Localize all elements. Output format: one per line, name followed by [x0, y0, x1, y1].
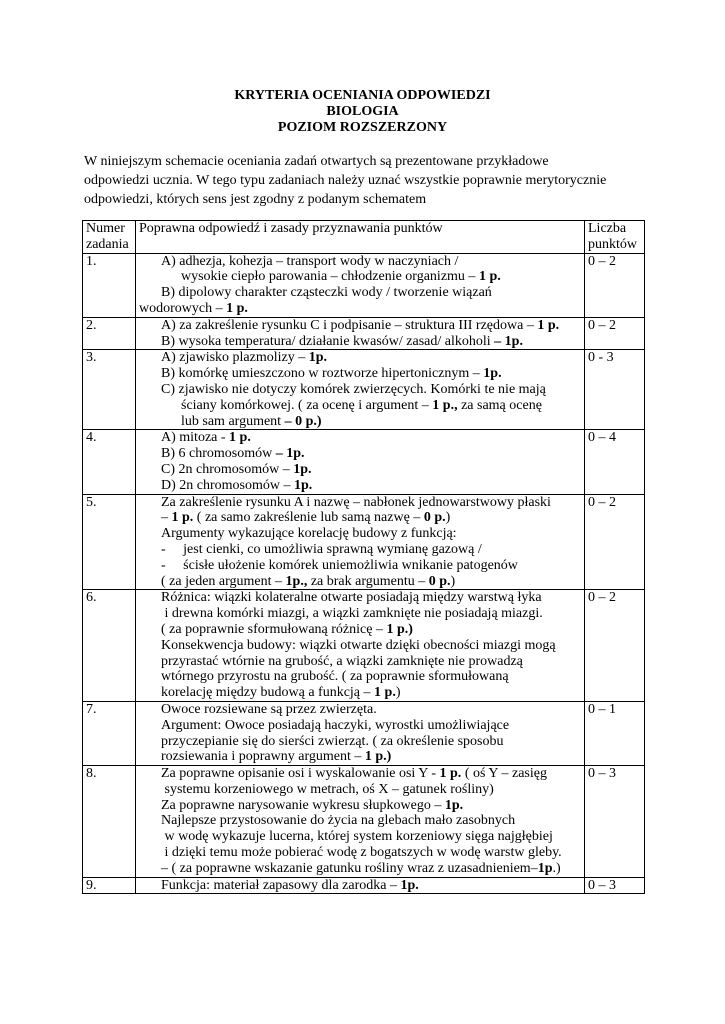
- answer-points: 1 p.): [386, 621, 413, 637]
- table-row: [83, 877, 645, 894]
- table-row: [83, 430, 645, 494]
- answer-text: ściany komórkowej. ( za ocenę i argument –: [181, 397, 433, 413]
- answer-line: [139, 685, 581, 701]
- answer-points: 1p.: [483, 366, 502, 382]
- answer-points: 1 p.): [364, 749, 392, 765]
- task-points: 0 – 2: [585, 494, 645, 590]
- task-answer: [136, 590, 585, 702]
- task-points: 0 – 2: [585, 253, 645, 317]
- task-points: 0 – 3: [585, 877, 645, 894]
- answer-points: 1 p.: [374, 685, 396, 701]
- answer-text: Za poprawne opisanie osi i wyskalowanie osi Y -: [161, 766, 440, 782]
- answer-text: C) 2n chromosomów –: [161, 461, 294, 477]
- answer-points: 1p.: [400, 877, 419, 893]
- answer-line: [139, 878, 581, 894]
- intro-paragraph: [84, 152, 644, 209]
- answer-line: [139, 510, 581, 526]
- answer-line: przyczepianie się do sierści zwierząt. ( za określenie sposobu: [161, 733, 504, 749]
- table-row: [83, 317, 645, 350]
- answer-text: korelację między budową a funkcją –: [161, 685, 375, 701]
- task-points: 0 - 3: [585, 350, 645, 430]
- table-row: [83, 590, 645, 702]
- task-number: 1.: [83, 253, 136, 317]
- answer-text: ): [445, 510, 451, 526]
- answer-text: A) za zakreślenie rysunku C i podpisanie – struktura III rzędowa –: [161, 317, 538, 333]
- answer-text: .): [552, 860, 561, 876]
- answer-line: i dzięki temu może pobierać wodę z bogatszych w wodę warstw gleby.: [161, 845, 562, 861]
- task-answer: [136, 317, 585, 350]
- intro-line: W niniejszym schemacie oceniania zadań otwartych są prezentowane przykładowe: [84, 154, 549, 169]
- task-number: 7.: [83, 701, 136, 765]
- answer-text: ( za jeden argument –: [161, 573, 286, 589]
- criteria-table: [82, 220, 645, 894]
- answer-text: rozsiewania i poprawny argument –: [161, 749, 365, 765]
- answer-line: [139, 318, 581, 334]
- answer-text: wodorowych –: [139, 300, 227, 316]
- answer-line: [139, 861, 581, 877]
- answer-line: w wodę wykazuje lucerna, której system korzeniowy sięga najgłębiej: [161, 829, 553, 845]
- answer-text: lub sam argument: [181, 413, 285, 429]
- table-row: [83, 766, 645, 878]
- answer-text: B) wysoka temperatura/ działanie kwasów/ zasad/ alkoholi: [161, 333, 495, 349]
- answer-line: Różnica: wiązki kolateralne otwarte posiadają między warstwą łyka: [161, 590, 542, 606]
- table-row: [83, 253, 645, 317]
- answer-text: ( za poprawnie sformułowaną różnicę –: [161, 621, 387, 637]
- answer-text: Za poprawne narysowanie wykresu słupkowego –: [161, 797, 445, 813]
- answer-line: [139, 446, 581, 462]
- answer-points: 0 p.: [428, 573, 451, 589]
- answer-line: wtórnego przyrostu na grubość. ( za poprawnie sformułowaną: [161, 669, 509, 685]
- task-number: 9.: [83, 877, 136, 894]
- answer-points: 1p.: [308, 350, 328, 366]
- answer-line: Argument: Owoce posiadają haczyki, wyrostki umożliwiające: [161, 717, 510, 733]
- header-points: Liczba punktów: [585, 221, 645, 254]
- task-points: 0 – 1: [585, 701, 645, 765]
- table-header-row: [83, 221, 645, 254]
- task-points: 0 – 3: [585, 766, 645, 878]
- answer-line: [139, 398, 581, 414]
- answer-line: Owoce rozsiewane są przez zwierzęta.: [161, 701, 377, 717]
- task-number: 5.: [83, 494, 136, 590]
- answer-text: –: [161, 510, 172, 526]
- doc-title: KRYTERIA OCENIANIA ODPOWIEDZI: [234, 88, 491, 103]
- answer-line: - ścisłe ułożenie komórek uniemożliwia wnikanie patogenów: [161, 557, 518, 573]
- answer-text: za brak argumentu –: [307, 573, 429, 589]
- answer-text: B) komórkę umieszczono w roztworze hipertonicznym –: [161, 366, 484, 382]
- answer-points: 1p.,: [285, 573, 308, 589]
- answer-line: [139, 366, 581, 382]
- header-answer: Poprawna odpowiedź i zasady przyznawania punktów: [136, 221, 585, 254]
- task-number: 8.: [83, 766, 136, 878]
- answer-line: [139, 269, 581, 285]
- answer-text: – ( za poprawne wskazanie gatunku rośliny wraz z uzasadnieniem–: [161, 860, 538, 876]
- answer-text: ( za samo zakreślenie lub samą nazwę –: [193, 510, 424, 526]
- answer-line: Konsekwencja budowy: wiązki otwarte dzięki obecności miazgi mogą: [161, 637, 556, 653]
- answer-points: 1 p.: [229, 430, 251, 446]
- answer-line: przyrastać wtórnie na grubość, a wiązki zamknięte nie prowadzą: [161, 653, 523, 669]
- answer-points: – 0 p.): [284, 413, 322, 429]
- answer-line: [139, 301, 581, 317]
- answer-points: 1 p.: [537, 317, 560, 333]
- task-points: 0 – 4: [585, 430, 645, 494]
- answer-line: A) adhezja, kohezja – transport wody w naczyniach /: [161, 253, 459, 269]
- task-answer: [136, 430, 585, 494]
- answer-text: A) mitoza -: [161, 430, 230, 446]
- answer-text: ): [450, 573, 456, 589]
- answer-points: – 1p.: [494, 333, 523, 349]
- table-row: [83, 494, 645, 590]
- answer-points: 1 p.: [478, 269, 501, 285]
- answer-points: 1 p.: [439, 766, 462, 782]
- answer-points: – 1p.: [275, 446, 305, 462]
- answer-line: C) zjawisko nie dotyczy komórek zwierzęcych. Komórki te nie mają: [161, 381, 546, 397]
- answer-line: [139, 462, 581, 478]
- task-points: 0 – 2: [585, 317, 645, 350]
- table-row: [83, 701, 645, 765]
- header-number: Numer zadania: [83, 221, 136, 254]
- task-answer: [136, 701, 585, 765]
- answer-points: 1 p.: [226, 300, 248, 316]
- answer-line: Najlepsze przystosowanie do życia na glebach mało zasobnych: [161, 813, 516, 829]
- answer-line: [139, 798, 581, 814]
- answer-line: - jest cienki, co umożliwia sprawną wymianę gazową /: [161, 541, 482, 557]
- doc-subject: BIOLOGIA: [326, 104, 399, 119]
- task-answer: [136, 494, 585, 590]
- answer-points: 1p: [537, 860, 553, 876]
- answer-text: za samą ocenę: [457, 397, 542, 413]
- answer-line: B) dipolowy charakter cząsteczki wody / tworzenie wiązań: [161, 285, 492, 301]
- answer-line: [139, 478, 581, 494]
- answer-points: 1p.: [294, 477, 313, 493]
- answer-line: [139, 766, 581, 782]
- answer-line: [139, 622, 581, 638]
- task-number: 2.: [83, 317, 136, 350]
- answer-line: [139, 334, 581, 350]
- answer-points: 0 p.: [423, 510, 446, 526]
- task-number: 6.: [83, 590, 136, 702]
- answer-line: Za zakreślenie rysunku A i nazwę – nabłonek jednowarstwowy płaski: [161, 494, 551, 510]
- answer-line: i drewna komórki miazgi, a wiązki zamknięte nie posiadają miazgi.: [161, 606, 543, 622]
- answer-text: ): [395, 685, 401, 701]
- answer-line: [139, 574, 581, 590]
- task-number: 3.: [83, 350, 136, 430]
- intro-line: odpowiedzi, których sens jest zgodny z podanym schematem: [84, 192, 427, 207]
- answer-points: 1p.: [444, 797, 464, 813]
- answer-line: systemu korzeniowego w metrach, oś X – gatunek rośliny): [161, 781, 494, 797]
- task-answer: [136, 877, 585, 894]
- task-number: 4.: [83, 430, 136, 494]
- answer-line: [139, 414, 581, 430]
- answer-points: 1 p.,: [432, 397, 458, 413]
- task-answer: [136, 766, 585, 878]
- answer-line: Argumenty wykazujące korelację budowy z funkcją:: [161, 526, 457, 542]
- answer-text: B) 6 chromosomów: [161, 446, 276, 462]
- answer-line: [139, 350, 581, 366]
- answer-text: wysokie ciepło parowania – chłodzenie organizmu –: [181, 269, 479, 285]
- answer-points: 1p.: [293, 461, 312, 477]
- table-row: [83, 350, 645, 430]
- task-answer: [136, 350, 585, 430]
- doc-level: POZIOM ROZSZERZONY: [277, 120, 448, 135]
- task-answer: [136, 253, 585, 317]
- answer-text: Funkcja: materiał zapasowy dla zarodka –: [161, 877, 401, 893]
- answer-text: D) 2n chromosomów –: [161, 477, 294, 493]
- answer-line: [139, 749, 581, 765]
- answer-line: [139, 430, 581, 446]
- answer-points: 1 p.: [171, 510, 194, 526]
- answer-text: ( oś Y – zasięg: [461, 766, 547, 782]
- task-points: 0 – 2: [585, 590, 645, 702]
- answer-text: A) zjawisko plazmolizy –: [161, 350, 309, 366]
- intro-line: odpowiedzi ucznia. W tego typu zadaniach należy uznać wszystkie poprawnie merytorycznie: [84, 173, 607, 188]
